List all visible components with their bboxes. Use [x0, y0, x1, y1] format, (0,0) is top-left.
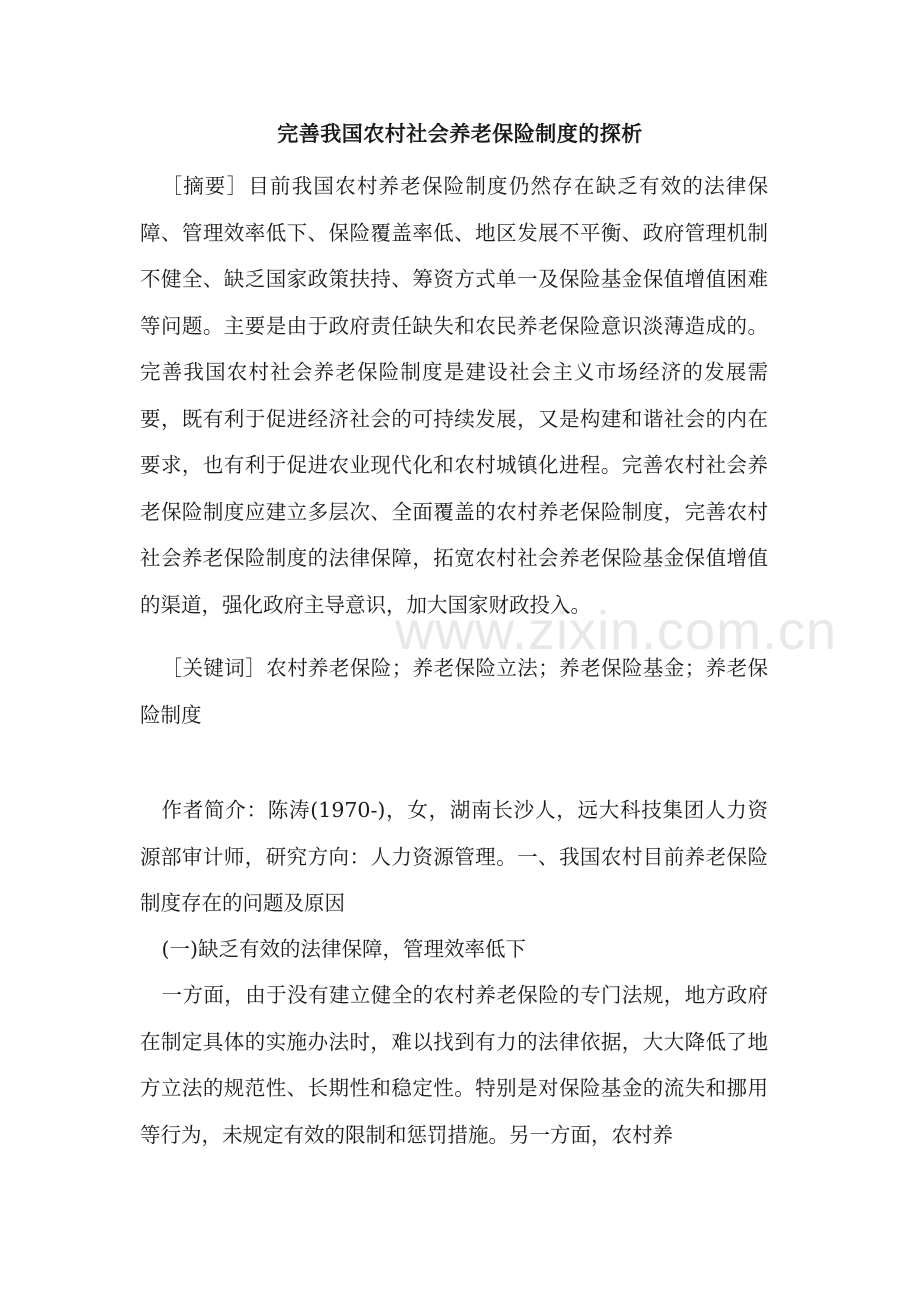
body-paragraph: 一方面，由于没有建立健全的农村养老保险的专门法规，地方政府在制定具体的实施办法时，难以找到有力的法律依据，大大降低了地方立法的规范性、长期性和稳定性。特别是对保险基金的流失和挪用等行为，未规定有效的限制和惩罚措施。另一方面，农村养	[140, 983, 768, 1147]
author-intro-paragraph: 作者简介：陈涛(1970-)，女，湖南长沙人，远大科技集团人力资源部审计师，研究方向：人力资源管理。一、我国农村目前养老保险制度存在的问题及原因	[140, 798, 768, 915]
section-subheading: (一)缺乏有效的法律保障，管理效率低下	[161, 937, 527, 961]
document-title: 完善我国农村社会养老保险制度的探析	[277, 121, 643, 146]
site-watermark: www.zixin.com.cn	[395, 601, 838, 661]
abstract-paragraph: ［摘要］目前我国农村养老保险制度仍然存在缺乏有效的法律保障、管理效率低下、保险覆盖率低、地区发展不平衡、政府管理机制不健全、缺乏国家政策扶持、筹资方式单一及保险基金保值增值困难等问题。主要是由于政府责任缺失和农民养老保险意识淡薄造成的。完善我国农村社会养老保险制度是建设社会主义市场经济的发展需要，既有利于促进经济社会的可持续发展，又是构建和谐社会的内在要求，也有利于促进农业现代化和农村城镇化进程。完善农村社会养老保险制度应建立多层次、全面覆盖的农村养老保险制度，完善农村社会养老保险制度的法律保障，拓宽农村社会养老保险基金保值增值的渠道，强化政府主导意识，加大国家财政投入。	[140, 174, 768, 617]
keywords-paragraph: ［关键词］农村养老保险；养老保险立法；养老保险基金；养老保险制度	[140, 656, 768, 727]
